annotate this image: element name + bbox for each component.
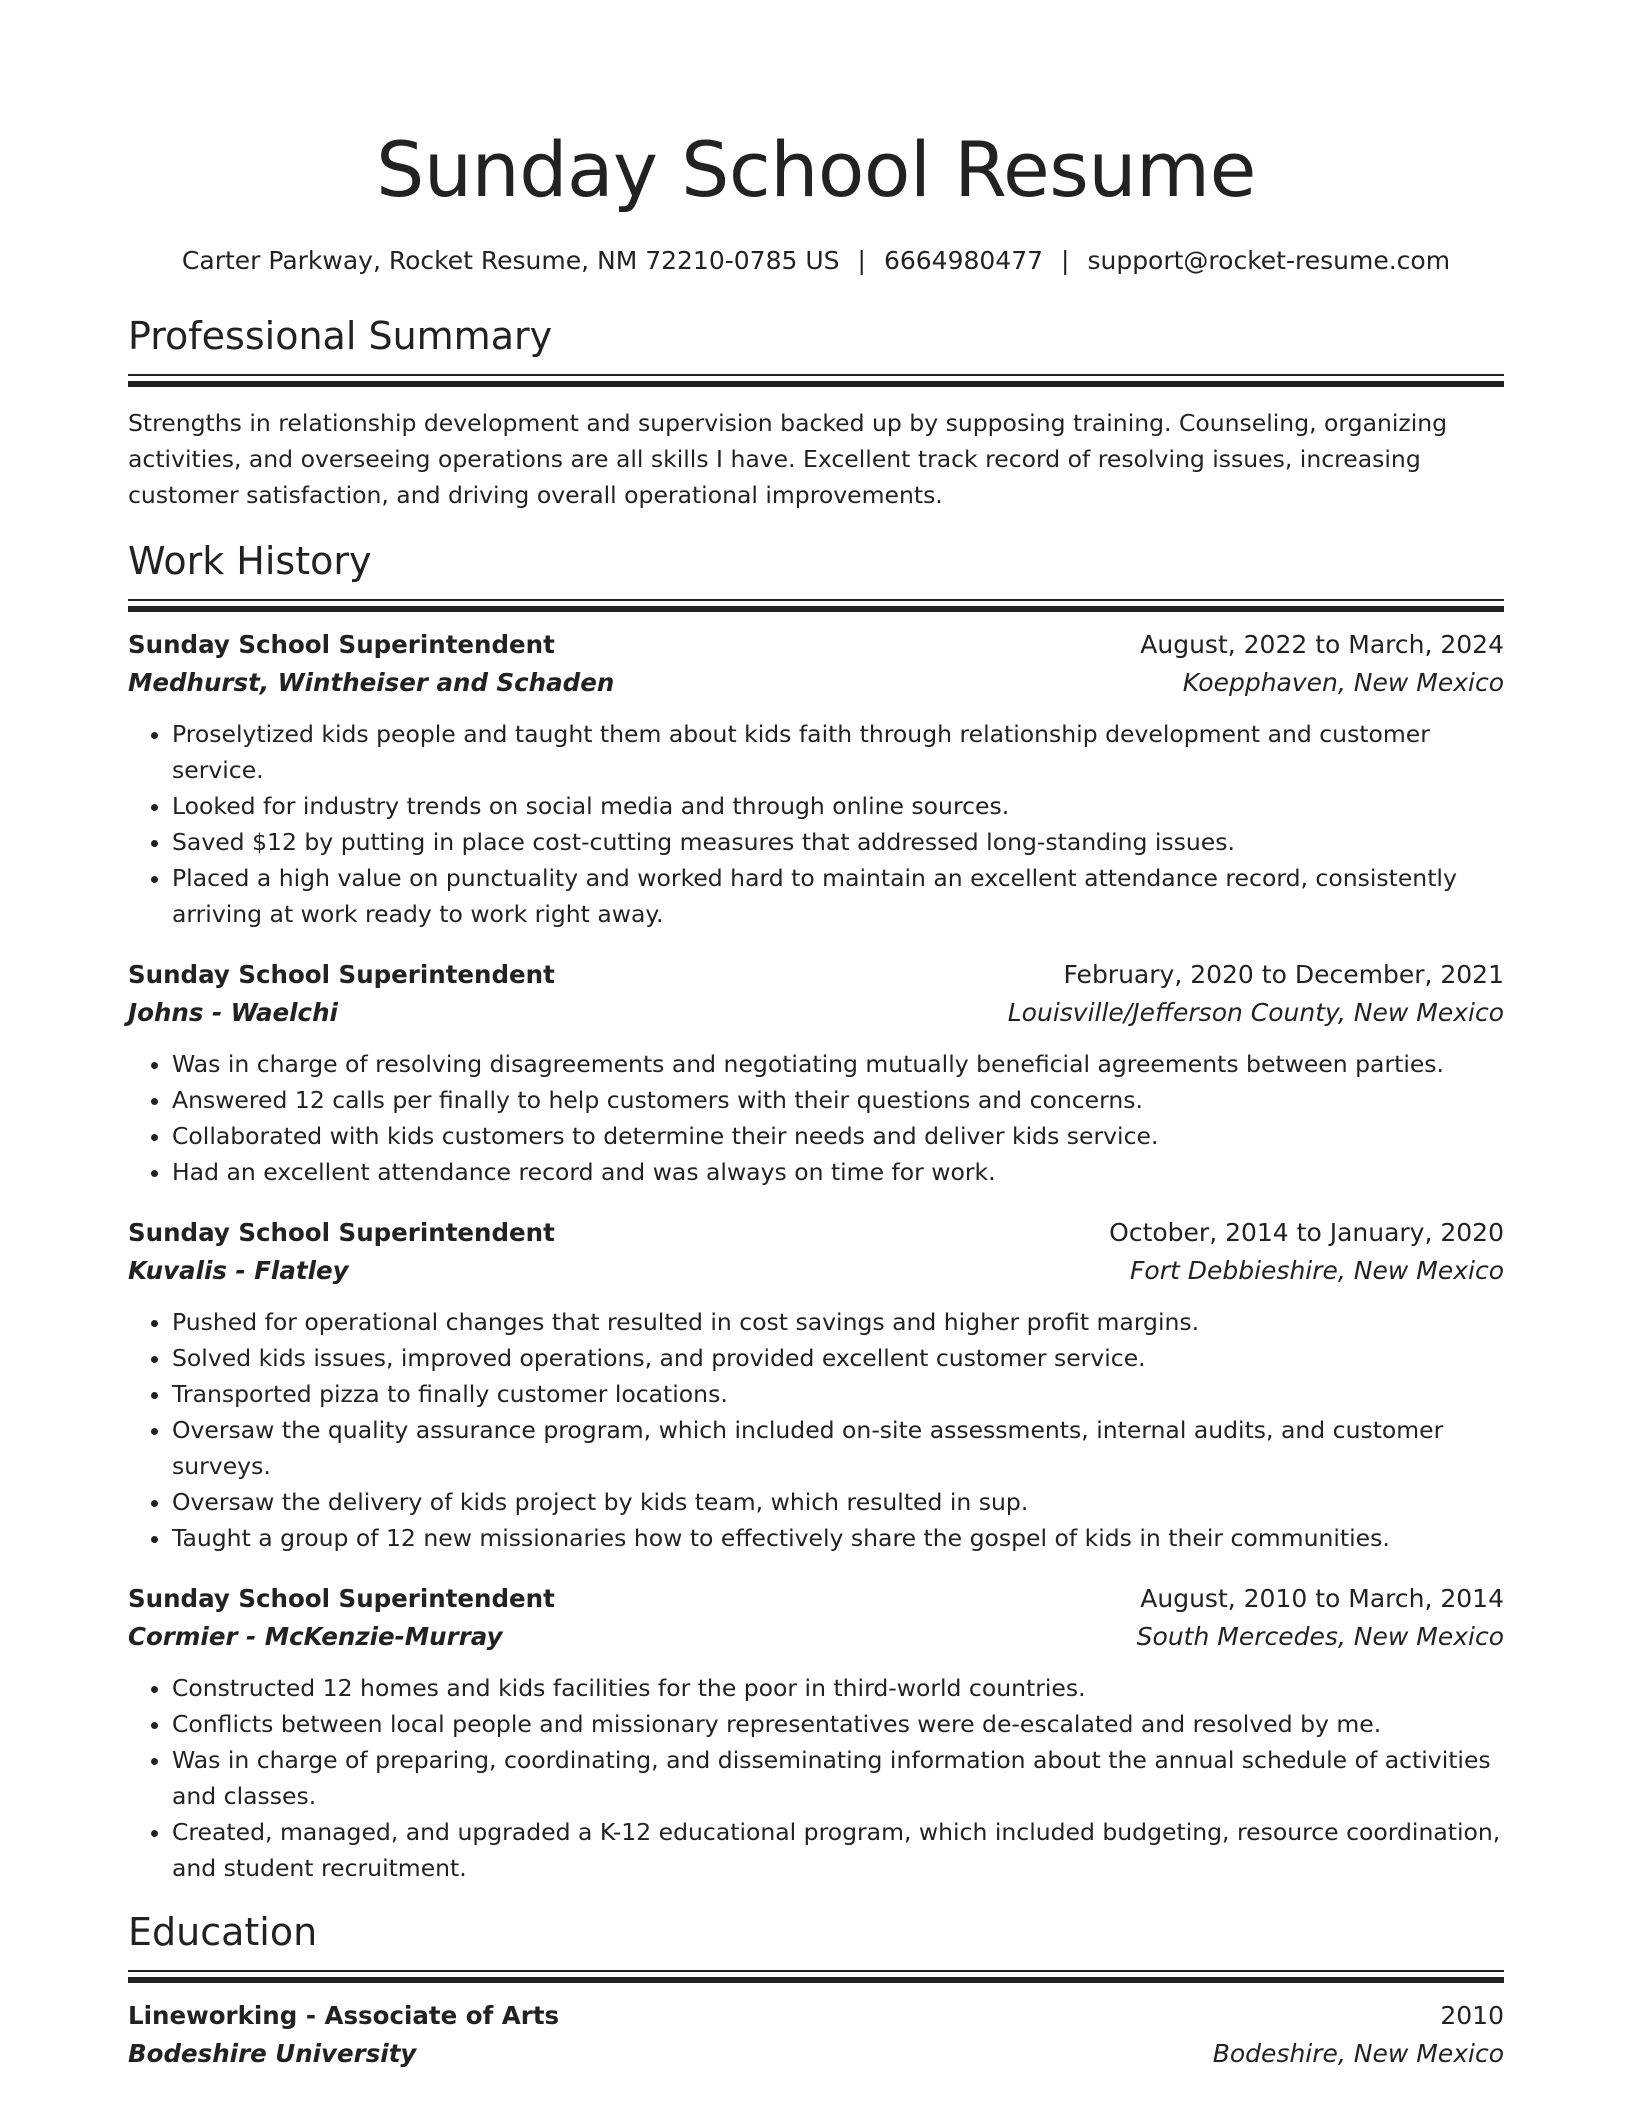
education-section — [128, 1908, 1504, 2073]
work-history-section — [128, 537, 1504, 1886]
job-bullet: • Solved kids issues, improved operations, and provided excellent customer service. — [172, 1340, 1504, 1376]
contact-address: Carter Parkway, Rocket Resume, NM 72210-0785 US — [181, 246, 840, 275]
section-divider — [128, 374, 1504, 387]
job-location: Koepphaven, New Mexico — [1182, 668, 1504, 697]
job-bullet: • Had an excellent attendance record and was always on time for work. — [172, 1154, 1504, 1190]
job-bullet: • Was in charge of resolving disagreements and negotiating mutually beneficial agreements between parties. — [172, 1046, 1504, 1082]
job-location: Louisville/Jefferson County, New Mexico — [1007, 998, 1504, 1027]
job-employer: Medhurst, Wintheiser and Schaden — [128, 668, 615, 697]
job-bullet: • Was in charge of preparing, coordinating, and disseminating information about the annual schedule of activities and classes. — [172, 1742, 1504, 1814]
job-entry — [128, 956, 1504, 1190]
job-bullet: • Conflicts between local people and missionary representatives were de-escalated and resolved by me. — [172, 1706, 1504, 1742]
contact-separator: | — [1061, 246, 1070, 275]
job-bullet: • Oversaw the delivery of kids project by kids team, which resulted in sup. — [172, 1484, 1504, 1520]
job-dates: August, 2010 to March, 2014 — [1140, 1584, 1504, 1613]
job-employer: Kuvalis - Flatley — [128, 1256, 349, 1285]
job-title: Sunday School Superintendent — [128, 960, 555, 989]
job-title: Sunday School Superintendent — [128, 630, 555, 659]
job-bullet: • Looked for industry trends on social media and through online sources. — [172, 788, 1504, 824]
education-location: Bodeshire, New Mexico — [1212, 2039, 1504, 2068]
job-bullets — [128, 1046, 1504, 1190]
job-entry — [128, 1580, 1504, 1886]
job-entry — [128, 1214, 1504, 1556]
section-divider — [128, 599, 1504, 612]
education-degree: Lineworking - Associate of Arts — [128, 2001, 560, 2030]
contact-phone: 6664980477 — [883, 246, 1044, 275]
job-location: Fort Debbieshire, New Mexico — [1130, 1256, 1504, 1285]
contact-line — [128, 244, 1504, 278]
job-bullets — [128, 716, 1504, 932]
job-bullet: • Collaborated with kids customers to determine their needs and deliver kids service. — [172, 1118, 1504, 1154]
contact-separator: | — [857, 246, 866, 275]
job-bullet: • Constructed 12 homes and kids facilities for the poor in third-world countries. — [172, 1670, 1504, 1706]
job-bullet: • Oversaw the quality assurance program, which included on-site assessments, internal audits, and customer surveys. — [172, 1412, 1504, 1484]
job-bullet: • Answered 12 calls per finally to help customers with their questions and concerns. — [172, 1082, 1504, 1118]
education-school: Bodeshire University — [128, 2039, 417, 2068]
job-bullet: • Proselytized kids people and taught them about kids faith through relationship development and customer service. — [172, 716, 1504, 788]
summary-section — [128, 312, 1504, 513]
job-dates: August, 2022 to March, 2024 — [1140, 630, 1504, 659]
job-bullet: • Taught a group of 12 new missionaries how to effectively share the gospel of kids in their communities. — [172, 1520, 1504, 1556]
job-title: Sunday School Superintendent — [128, 1584, 555, 1613]
job-bullet: • Transported pizza to finally customer locations. — [172, 1376, 1504, 1412]
education-year: 2010 — [1440, 2001, 1504, 2030]
job-employer: Johns - Waelchi — [128, 998, 338, 1027]
summary-text: Strengths in relationship development and supervision backed up by supposing training. Counseling, organizing activities, and overseeing operations are all skills I have. Excellent track record of resolving issues, increasing customer satisfaction, and driving overall operational improvements. — [128, 409, 1448, 509]
education-entry — [128, 1997, 1504, 2073]
job-employer: Cormier - McKenzie-Murray — [128, 1622, 503, 1651]
job-location: South Mercedes, New Mexico — [1136, 1622, 1504, 1651]
work-history-heading: Work History — [128, 539, 372, 583]
job-bullets — [128, 1304, 1504, 1556]
resume-title: Sunday School Resume — [376, 125, 1256, 214]
contact-email: support@rocket-resume.com — [1087, 246, 1451, 275]
job-dates: February, 2020 to December, 2021 — [1063, 960, 1504, 989]
job-dates: October, 2014 to January, 2020 — [1109, 1218, 1504, 1247]
section-divider — [128, 1970, 1504, 1983]
job-bullet: • Pushed for operational changes that resulted in cost savings and higher profit margins. — [172, 1304, 1504, 1340]
summary-heading: Professional Summary — [128, 314, 553, 358]
job-bullet: • Placed a high value on punctuality and worked hard to maintain an excellent attendance record, consistently arriving at work ready to work right away. — [172, 860, 1504, 932]
job-bullet: • Saved $12 by putting in place cost-cutting measures that addressed long-standing issues. — [172, 824, 1504, 860]
education-heading: Education — [128, 1910, 318, 1954]
job-bullets — [128, 1670, 1504, 1886]
job-bullet: • Created, managed, and upgraded a K-12 educational program, which included budgeting, resource coordination, and student recruitment. — [172, 1814, 1504, 1886]
job-entry — [128, 626, 1504, 932]
job-title: Sunday School Superintendent — [128, 1218, 555, 1247]
